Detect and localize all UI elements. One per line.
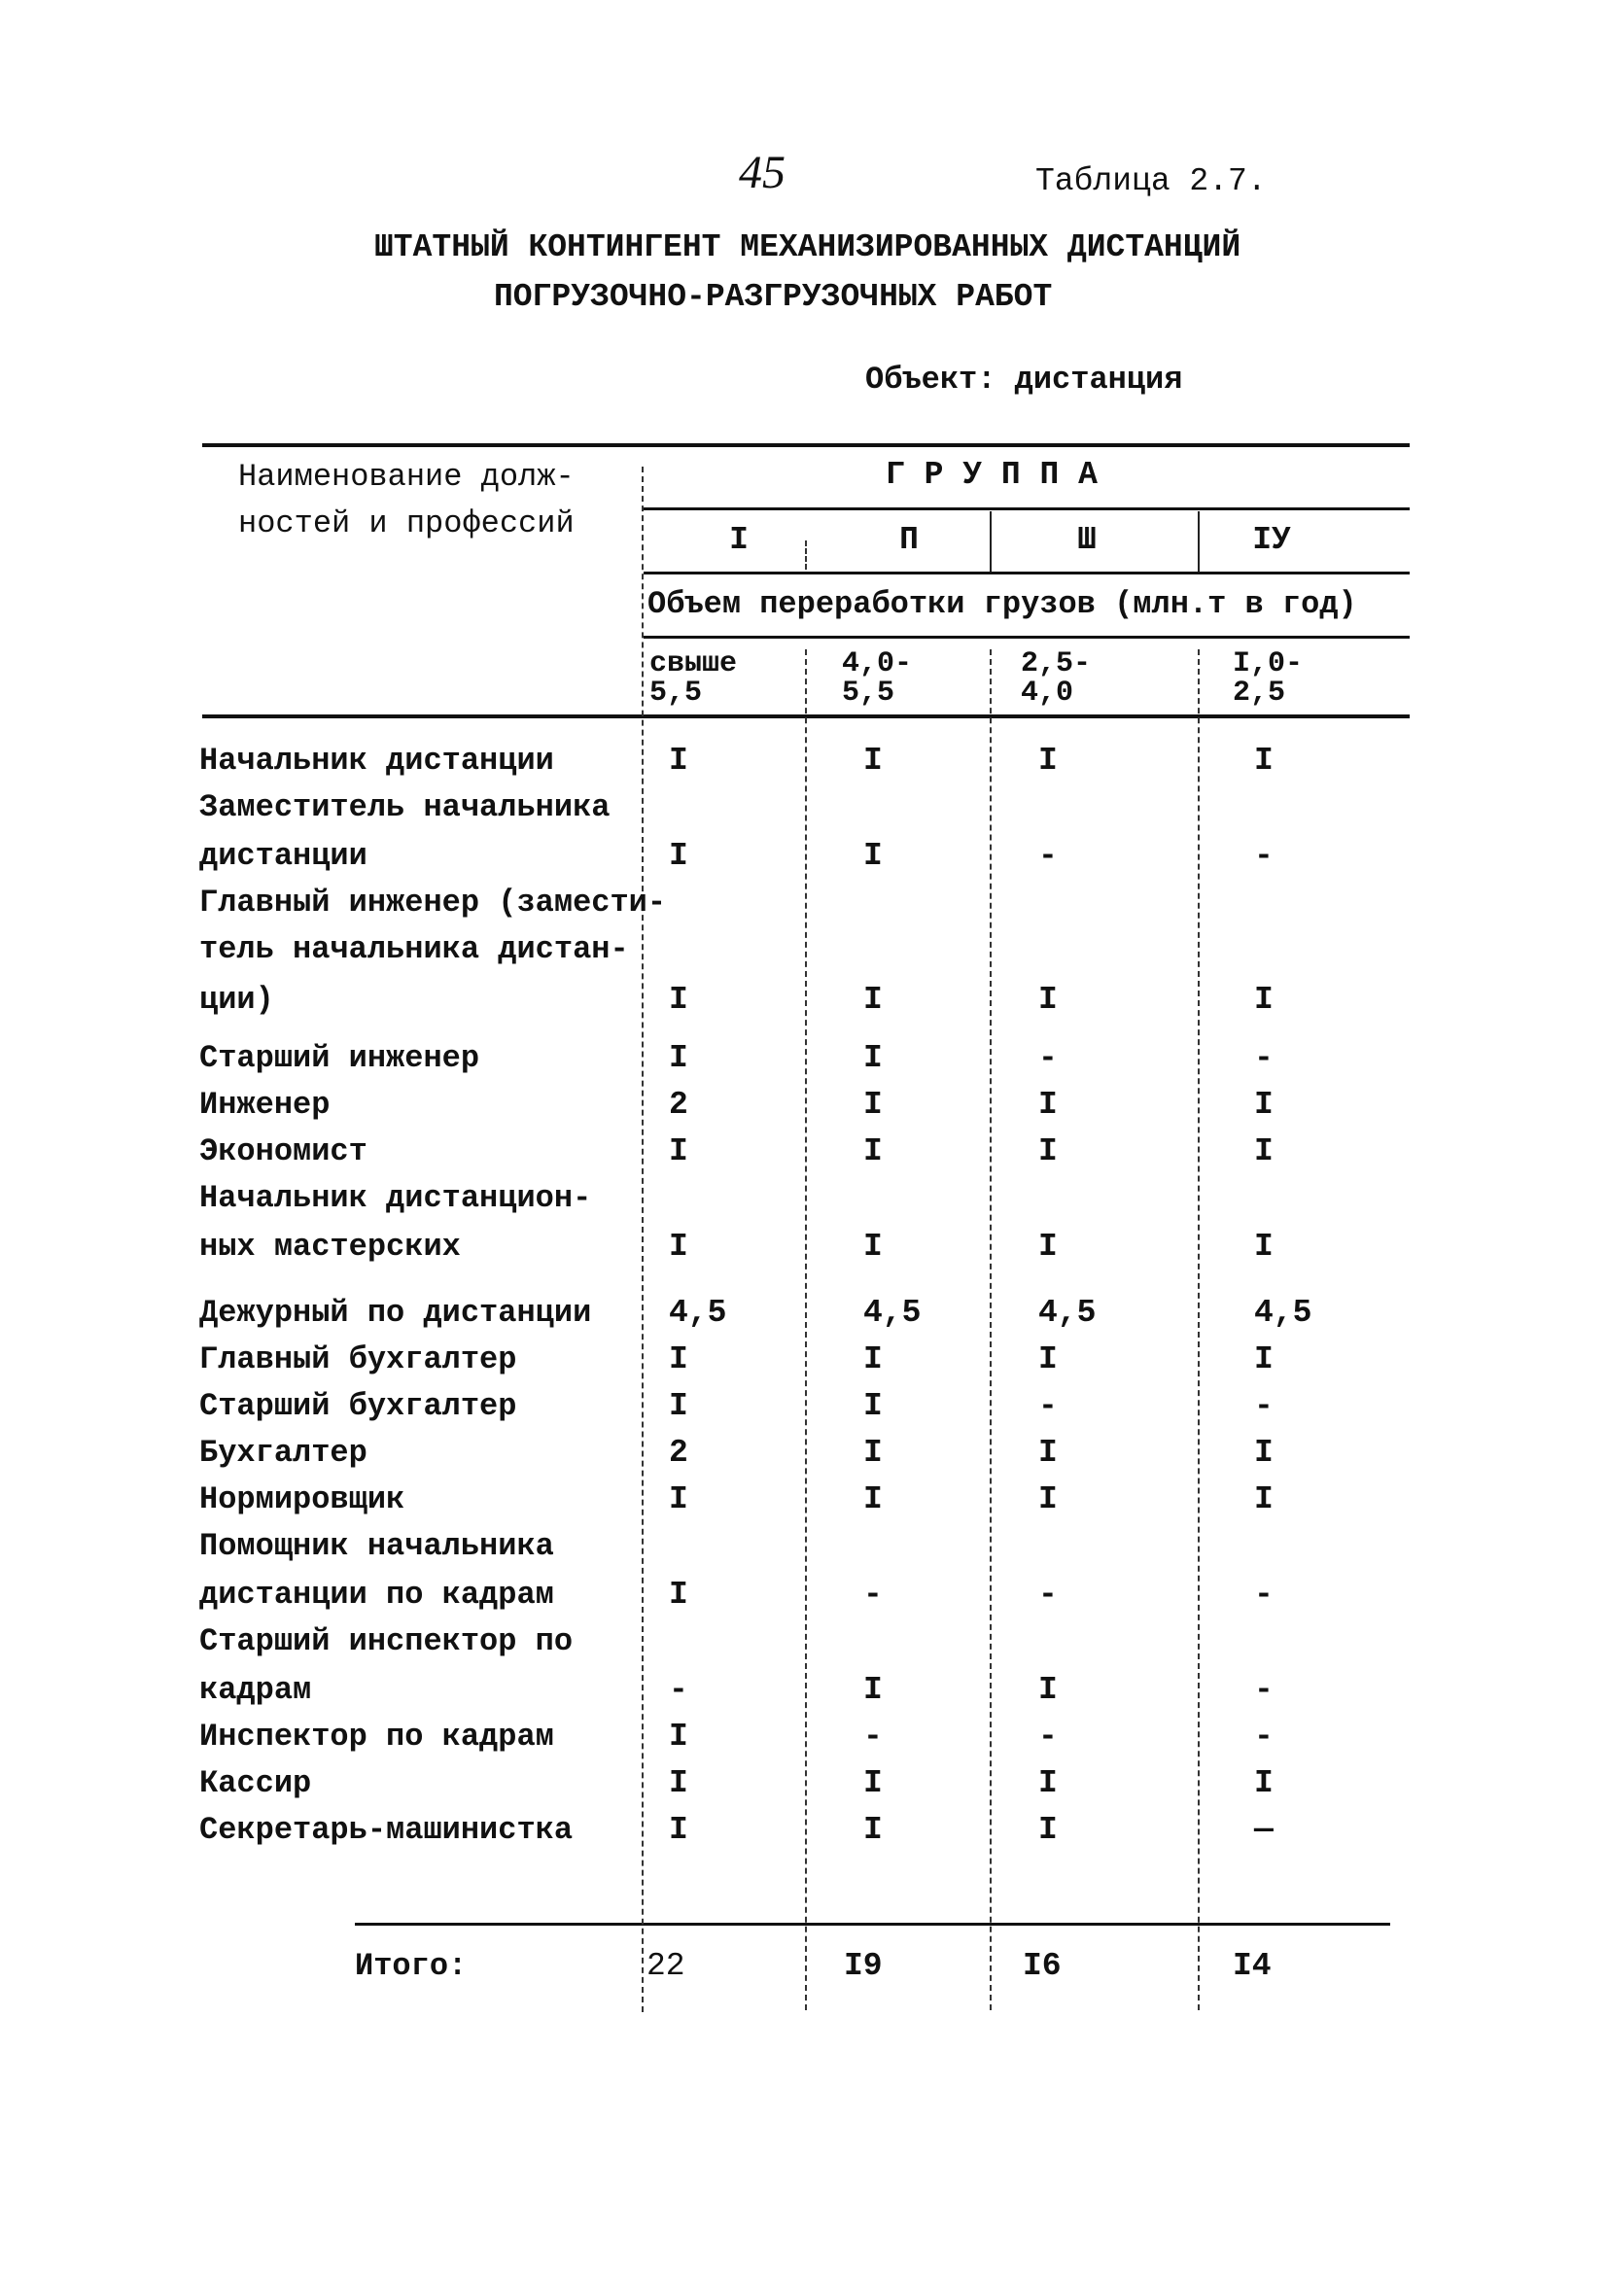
row-value-group-4: - bbox=[1254, 838, 1274, 874]
row-value-group-4: - bbox=[1254, 1719, 1274, 1755]
row-label: тель начальника дистан- bbox=[199, 931, 629, 967]
row-value-group-4: I bbox=[1254, 1133, 1274, 1169]
row-value-group-2: I bbox=[863, 1812, 883, 1848]
row-value-group-4: I bbox=[1254, 1087, 1274, 1123]
object-line: Объект: дистанция bbox=[865, 362, 1183, 398]
row-value-group-3: - bbox=[1038, 1577, 1058, 1613]
row-value-group-2: I bbox=[863, 1672, 883, 1708]
row-value-group-4: - bbox=[1254, 1388, 1274, 1424]
row-label: дистанции по кадрам bbox=[199, 1577, 554, 1613]
row-label: Нормировщик bbox=[199, 1481, 405, 1517]
row-label: ных мастерских bbox=[199, 1229, 461, 1265]
row-value-group-2: I bbox=[863, 1087, 883, 1123]
row-label: Заместитель начальника bbox=[199, 789, 611, 825]
row-value-group-4: — bbox=[1254, 1812, 1274, 1848]
row-value-group-4: I bbox=[1254, 982, 1274, 1018]
row-value-group-1: I bbox=[669, 1577, 688, 1613]
total-group-3: I6 bbox=[1023, 1948, 1062, 1984]
row-value-group-3: I bbox=[1038, 1435, 1058, 1471]
row-value-group-3: I bbox=[1038, 1765, 1058, 1801]
row-value-group-1: I bbox=[669, 982, 688, 1018]
row-value-group-3: I bbox=[1038, 743, 1058, 779]
row-value-group-2: - bbox=[863, 1577, 883, 1613]
page-number: 45 bbox=[739, 147, 786, 198]
row-value-group-2: I bbox=[863, 743, 883, 779]
volume-2-top: 4,0- bbox=[842, 647, 913, 680]
totals-rule bbox=[355, 1923, 1390, 1926]
row-value-group-1: 2 bbox=[669, 1435, 688, 1471]
total-group-1: 22 bbox=[646, 1948, 685, 1984]
row-value-group-4: I bbox=[1254, 1481, 1274, 1517]
row-value-group-2: I bbox=[863, 982, 883, 1018]
volume-3-top: 2,5- bbox=[1021, 647, 1092, 680]
row-value-group-2: I bbox=[863, 838, 883, 874]
row-label: Инспектор по кадрам bbox=[199, 1719, 554, 1755]
row-value-group-4: I bbox=[1254, 1765, 1274, 1801]
volume-1 bbox=[649, 649, 737, 708]
row-value-group-1: I bbox=[669, 1341, 688, 1377]
row-value-group-3: - bbox=[1038, 1719, 1058, 1755]
row-value-group-1: I bbox=[669, 1719, 688, 1755]
row-value-group-2: I bbox=[863, 1133, 883, 1169]
group-3-label: Ш bbox=[1077, 522, 1097, 558]
row-value-group-3: I bbox=[1038, 1481, 1058, 1517]
table-title-line-1: ШТАТНЫЙ КОНТИНГЕНТ МЕХАНИЗИРОВАННЫХ ДИСТАНЦИЙ bbox=[374, 229, 1241, 265]
row-label: Дежурный по дистанции bbox=[199, 1295, 592, 1331]
row-value-group-4: I bbox=[1254, 743, 1274, 779]
volume-1-bottom: 5,5 bbox=[649, 677, 703, 710]
row-label: Секретарь-машинистка bbox=[199, 1812, 574, 1848]
row-label: Начальник дистанцион- bbox=[199, 1180, 592, 1216]
row-value-group-4: I bbox=[1254, 1229, 1274, 1265]
group-header: Г Р У П П А bbox=[886, 457, 1098, 493]
row-value-group-1: I bbox=[669, 1040, 688, 1076]
row-value-group-4: - bbox=[1254, 1040, 1274, 1076]
row-label: Начальник дистанции bbox=[199, 743, 554, 779]
row-value-group-4: I bbox=[1254, 1341, 1274, 1377]
row-value-group-2: I bbox=[863, 1765, 883, 1801]
row-value-group-1: I bbox=[669, 1229, 688, 1265]
volume-1-top: свыше bbox=[649, 647, 738, 680]
column-separator-names bbox=[642, 467, 644, 2012]
row-label: Старший инспектор по bbox=[199, 1623, 574, 1659]
row-value-group-2: I bbox=[863, 1040, 883, 1076]
volume-header-rule bbox=[644, 636, 1410, 639]
row-value-group-4: 4,5 bbox=[1254, 1295, 1312, 1331]
row-value-group-1: 4,5 bbox=[669, 1295, 727, 1331]
volume-header: Объем переработки грузов (млн.т в год) bbox=[647, 586, 1357, 622]
row-value-group-3: - bbox=[1038, 838, 1058, 874]
row-value-group-3: I bbox=[1038, 1133, 1058, 1169]
volume-4 bbox=[1233, 649, 1303, 708]
row-value-group-3: 4,5 bbox=[1038, 1295, 1097, 1331]
row-label: Главный инженер (замести- bbox=[199, 885, 667, 921]
table-top-rule bbox=[202, 443, 1410, 447]
group-header-rule bbox=[644, 507, 1410, 510]
row-label: Старший инженер bbox=[199, 1040, 480, 1076]
column-separator-2-top bbox=[990, 511, 992, 572]
row-label: ции) bbox=[199, 982, 274, 1018]
row-value-group-3: - bbox=[1038, 1388, 1058, 1424]
column-separator-3-top bbox=[1198, 511, 1200, 572]
row-label: дистанции bbox=[199, 838, 367, 874]
row-label: Инженер bbox=[199, 1087, 331, 1123]
row-value-group-1: I bbox=[669, 1481, 688, 1517]
total-group-2: I9 bbox=[844, 1948, 883, 1984]
row-value-group-2: I bbox=[863, 1435, 883, 1471]
row-label: Старший бухгалтер bbox=[199, 1388, 517, 1424]
row-value-group-1: I bbox=[669, 743, 688, 779]
row-value-group-3: I bbox=[1038, 982, 1058, 1018]
row-value-group-4: I bbox=[1254, 1435, 1274, 1471]
row-value-group-1: I bbox=[669, 1388, 688, 1424]
row-label: Кассир bbox=[199, 1765, 312, 1801]
row-value-group-2: I bbox=[863, 1481, 883, 1517]
volume-2 bbox=[842, 649, 912, 708]
column-separator-2 bbox=[990, 649, 992, 2010]
row-value-group-4: - bbox=[1254, 1672, 1274, 1708]
column-separator-1-top bbox=[805, 540, 807, 570]
table-label: Таблица 2.7. bbox=[1035, 163, 1267, 199]
group-2-label: П bbox=[899, 522, 919, 558]
total-label: Итого: bbox=[355, 1948, 468, 1984]
column-separator-1 bbox=[805, 649, 807, 2010]
row-value-group-2: I bbox=[863, 1388, 883, 1424]
volume-2-bottom: 5,5 bbox=[842, 677, 895, 710]
row-value-group-1: I bbox=[669, 1812, 688, 1848]
row-label: Бухгалтер bbox=[199, 1435, 367, 1471]
row-value-group-4: - bbox=[1254, 1577, 1274, 1613]
row-value-group-1: 2 bbox=[669, 1087, 688, 1123]
row-label: Главный бухгалтер bbox=[199, 1341, 517, 1377]
row-value-group-2: - bbox=[863, 1719, 883, 1755]
name-column-header-line-1: Наименование долж- bbox=[238, 459, 575, 495]
row-value-group-2: 4,5 bbox=[863, 1295, 922, 1331]
row-value-group-3: - bbox=[1038, 1040, 1058, 1076]
table-title-line-2: ПОГРУЗОЧНО-РАЗГРУЗОЧНЫХ РАБОТ bbox=[494, 279, 1053, 315]
volume-4-bottom: 2,5 bbox=[1233, 677, 1286, 710]
group-number-rule bbox=[644, 572, 1410, 574]
row-value-group-3: I bbox=[1038, 1812, 1058, 1848]
total-group-4: I4 bbox=[1233, 1948, 1272, 1984]
name-column-header-line-2: ностей и профессий bbox=[238, 505, 575, 541]
row-value-group-3: I bbox=[1038, 1341, 1058, 1377]
row-value-group-2: I bbox=[863, 1229, 883, 1265]
group-4-label: IУ bbox=[1252, 522, 1291, 558]
column-separator-3 bbox=[1198, 649, 1200, 2010]
volume-3 bbox=[1021, 649, 1091, 708]
volume-3-bottom: 4,0 bbox=[1021, 677, 1074, 710]
row-value-group-1: - bbox=[669, 1672, 688, 1708]
row-value-group-3: I bbox=[1038, 1229, 1058, 1265]
row-value-group-2: I bbox=[863, 1341, 883, 1377]
row-value-group-3: I bbox=[1038, 1087, 1058, 1123]
row-value-group-1: I bbox=[669, 1765, 688, 1801]
row-value-group-1: I bbox=[669, 838, 688, 874]
volume-4-top: I,0- bbox=[1233, 647, 1304, 680]
row-label: Экономист bbox=[199, 1133, 367, 1169]
row-value-group-3: I bbox=[1038, 1672, 1058, 1708]
row-label: кадрам bbox=[199, 1672, 312, 1708]
group-1-label: I bbox=[729, 522, 749, 558]
row-label: Помощник начальника bbox=[199, 1528, 554, 1564]
row-value-group-1: I bbox=[669, 1133, 688, 1169]
